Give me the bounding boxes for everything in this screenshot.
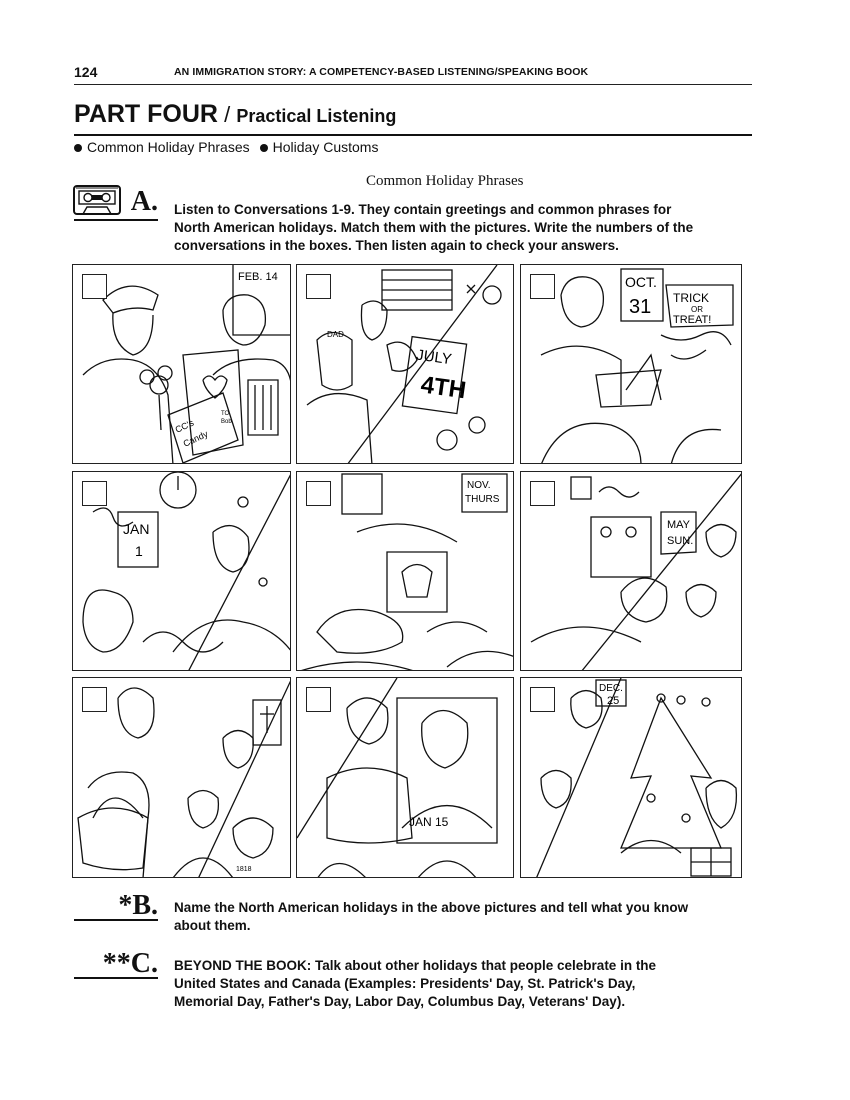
trick-label: TRICK [673, 291, 709, 305]
running-title: AN IMMIGRATION STORY: A COMPETENCY-BASED LISTENING/SPEAKING BOOK [174, 66, 589, 78]
exercise-a-rule [74, 219, 158, 221]
candy-label: CC's [173, 417, 196, 435]
cassette-tape-icon [73, 183, 123, 217]
svg-text:4TH: 4TH [419, 371, 468, 405]
instruction-line: Memorial Day, Father's Day, Labor Day, Columbus Day, Veterans' Day). [174, 994, 626, 1009]
svg-text:SUN.: SUN. [667, 535, 694, 547]
panel-christmas [520, 677, 742, 878]
instruction-line: North American holidays. Match them with the pictures. Write the numbers of the [174, 220, 694, 235]
instruction-line: Listen to Conversations 1-9. They contain greetings and common phrases for [174, 202, 672, 217]
answer-box[interactable] [82, 481, 107, 506]
svg-text:TREAT!: TREAT! [673, 314, 712, 326]
svg-text:Candy: Candy [181, 428, 210, 449]
panel-halloween [520, 264, 742, 464]
svg-text:TO: TO [221, 411, 230, 417]
page-number: 124 [74, 64, 98, 80]
answer-box[interactable] [530, 687, 555, 712]
running-header [74, 64, 752, 85]
bullet-icon [74, 144, 82, 152]
date-label: JAN 15 [409, 815, 449, 829]
exercise-c-letter: **C. [102, 948, 158, 979]
exercise-b-rule [74, 919, 158, 921]
date-label: FEB. 14 [238, 271, 278, 283]
answer-box[interactable] [306, 274, 331, 299]
instruction-line: United States and Canada (Examples: Presidents' Day, St. Patrick's Day, [174, 976, 636, 991]
exercise-a-instructions [174, 201, 764, 255]
exercise-b-letter: *B. [118, 890, 158, 921]
date-label: NOV. [467, 480, 491, 491]
topic-list [74, 139, 378, 155]
date-label: JAN [123, 521, 150, 537]
page-title [74, 100, 752, 136]
part-subtitle: Practical Listening [236, 106, 397, 126]
answer-box[interactable] [82, 687, 107, 712]
hat-label: 1818 [236, 866, 252, 873]
instruction-line: conversations in the boxes. Then listen again to check your answers. [174, 238, 619, 253]
answer-box[interactable] [530, 481, 555, 506]
exercise-a-letter: A. [130, 186, 158, 217]
panel-easter [72, 677, 291, 878]
panel-valentines [72, 264, 291, 464]
panel-mothersday [520, 471, 742, 671]
exercise-c-instructions [174, 957, 764, 1011]
part-separator: / [217, 102, 237, 127]
date-label: MAY [667, 519, 691, 531]
picture-grid [72, 264, 742, 878]
answer-box[interactable] [530, 274, 555, 299]
bullet-icon [260, 144, 268, 152]
topic-item: Holiday Customs [272, 139, 379, 155]
section-heading: Common Holiday Phrases [366, 173, 524, 189]
part-label: PART FOUR [74, 100, 218, 128]
instruction-line: BEYOND THE BOOK: Talk about other holidays that people celebrate in the [174, 958, 657, 973]
dad-label: DAD [327, 330, 344, 339]
svg-text:OR: OR [691, 305, 703, 314]
svg-text:31: 31 [629, 296, 652, 318]
svg-text:Bob: Bob [221, 419, 232, 425]
answer-box[interactable] [306, 687, 331, 712]
panel-july4 [296, 264, 514, 464]
july-label: JULY [415, 346, 453, 369]
instruction-line: about them. [174, 918, 251, 933]
answer-box[interactable] [82, 274, 107, 299]
date-label: DEC. [599, 683, 623, 694]
svg-text:1: 1 [135, 543, 143, 559]
svg-text:25: 25 [607, 695, 620, 707]
svg-text:THURS: THURS [465, 494, 500, 505]
topic-item: Common Holiday Phrases [87, 139, 250, 155]
answer-box[interactable] [306, 481, 331, 506]
panel-newyear [72, 471, 291, 671]
panel-mlk [296, 677, 514, 878]
panel-thanksgiving [296, 471, 514, 671]
exercise-c-rule [74, 977, 158, 979]
exercise-b-instructions [174, 899, 764, 935]
date-label: OCT. [625, 274, 657, 290]
instruction-line: Name the North American holidays in the above pictures and tell what you know [174, 900, 689, 915]
